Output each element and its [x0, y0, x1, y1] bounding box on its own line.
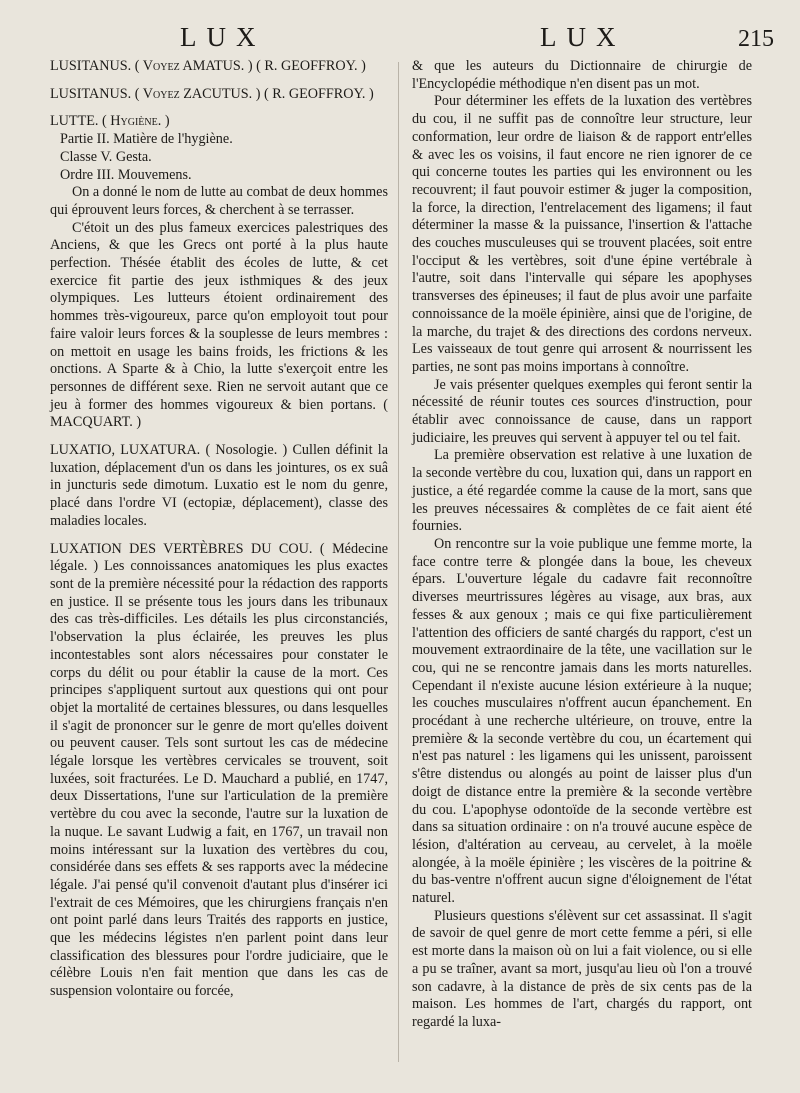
- entry-luxatio: LUXATIO, LUXATURA. ( Nosologie. ) Cullen définit la luxation, déplacement d'un os dans les jointures, os ex suâ in juncturis sede dimotum. Luxatio est le nom du genre, placé dans l'ordre VI (ectopiæ, déplacement), classe des maladies locales.: [50, 442, 388, 529]
- column-divider: [398, 62, 399, 1062]
- right-paragraph-1: Pour déterminer les effets de la luxation des vertèbres du cou, il ne suffit pas de connoître leur structure, leur conformation, leur ordre de liaison & de rapport entr'elles & avec les os voisins, il faut encore ne rien ignorer de ce qui concerne toutes les parties qui les environnent ou les recouvrent; il faut pouvoir estimer & juger la composition, la force, la direction, l'entrelacement des ligamens; il faut déterminer la masse & la puissance, l'insertion & l'attache des couches musculeuses qui se trouvent placées, soit entre l'occiput & les vertèbres, soit d'une épine vertébrale à l'autre, soit dans l'intervalle qui sépare les apophyses transverses des épineuses; il faut de plus avoir une parfaite connoissance de la moële épinière, ainsi que de l'origine, de la marche, du trajet & des directions des cordons nerveux. Les vaisseaux de tout genre qui arrosent & nourrissent les parties, ne sont pas moins importans à connoître.: [412, 93, 752, 375]
- entry-lutte-heading: LUTTE. ( Hygiène. ): [50, 113, 170, 130]
- right-paragraph-3: La première observation est relative à une luxation de la seconde vertèbre du cou, luxation qui, dans un rapport en justice, a été regardée comme la cause de la mort, sans que les preuves nécessaires & complètes de ce fait aient été fournies.: [412, 447, 752, 535]
- right-running-title: LUX: [540, 22, 626, 52]
- lutte-classe: Classe V. Gesta.: [60, 148, 152, 165]
- lutte-partie: Partie II. Matière de l'hygiène.: [60, 131, 233, 148]
- left-running-title: LUX: [180, 22, 266, 52]
- right-paragraph-4: On rencontre sur la voie publique une femme morte, la face contre terre & plongée dans la boue, les cheveux épars. L'ouverture légale du cadavre fait reconnoître diverses meurtrissures légères au visage, aux bras, aux fesses & aux genoux ; mais ce qui fixe particulièrement l'attention des officiers de santé chargés du rapport, c'est un mouvement extraordinaire de la tête, une vacillation sur le cou, qui ne se rencontre jamais dans les morts naturelles. Cependant il n'existe aucune lésion extérieure à la nuque; les couches musculaires n'offrent aucun épanchement. En procédant à une recherche ultérieure, on trouve, entre la première & la seconde vertèbre du cou, un écartement qui n'est pas naturel : les ligamens qui les unissent, paroissent s'être distendus ou alongés au point de laisser plus d'un doigt de distance entre la première & la seconde vertèbre du cou. L'apophyse odontoïde de la seconde vertèbre est dans sa situation ordinaire : on n'a trouvé aucune espèce de lésion, d'altération au cerveau, au cervelet, à la moële alongée, à la moële épinière ; les viscères de la poitrine & du bas-ventre n'offrent aucun signe d'éloignement de l'état naturel.: [412, 535, 752, 907]
- lutte-ordre: Ordre III. Mouvemens.: [60, 166, 192, 183]
- running-header: [0, 22, 800, 56]
- entry-lusitanus-amatus: LUSITANUS. ( Voyez AMATUS. ) ( R. GEOFFROY. ): [50, 58, 366, 74]
- right-paragraph-5: Plusieurs questions s'élèvent sur cet assassinat. Il s'agit de savoir de quel genre de mort cette femme a péri, si elle est morte dans la maison où on lui a fait violence, ou si elle a pu se traîner, avant sa mort, jusqu'au lieu où l'on a trouvé son cadavre, à la distance de près de six cents pas de la maison. Les hommes de l'art, chargés du rapport, ont regardé la luxa-: [412, 907, 752, 1030]
- right-column: [412, 58, 752, 1032]
- lutte-paragraph-1: On a donné le nom de lutte au combat de deux hommes qui éprouvent leurs forces, & cherchent à se terrasser.: [50, 184, 388, 218]
- left-column: [50, 58, 388, 1001]
- entry-luxation-vertebres: LUXATION DES VERTÈBRES DU COU. ( Médecine légale. ) Les connoissances anatomiques les plus exactes sont de la première nécessité pour la rédaction des rapports en justice. Il se présente tous les jours dans les tribunaux des cas très-difficiles. Les détails les plus circonstanciés, l'observation la plus éclairée, les preuves les plus incontestables sont alors nécessaires pour constater le corps du délit ou pour établir la cause de la mort. Ces principes s'appliquent surtout aux questions qui ont pour objet la mortalité de certaines blessures, ou dans lesquelles il s'agit de prononcer sur le genre de mort qu'elles doivent ou peuvent causer. Tels sont surtout les cas de médecine légale lorsque les vertèbres cervicales se trouvent, soit luxées, soit fracturées. Le D. Mauchard a publié, en 1747, deux Dissertations, l'une sur l'articulation de la première vertèbre du cou avec la seconde, l'autre sur la luxation de la nuque. Le savant Ludwig a fait, en 1767, un travail non moins intéressant sur la luxation des vertèbres du cou, considérée dans ses effets & ses rapports avec la médecine légale. J'ai pensé qu'il convenoit d'autant plus d'insérer ici l'extrait de ces Mémoires, que les chirurgiens français n'en ont point parlé dans leurs Traités des rapports en justice, que les médecins légistes n'en parlent point dans leur classification des blessures pour l'ordre judiciaire, que le célèbre Louis n'en fait mention que dans les cas de suspension volontaire ou forcée,: [50, 540, 388, 1000]
- continuation-paragraph: & que les auteurs du Dictionnaire de chirurgie de l'Encyclopédie méthodique n'en disent pas un mot.: [412, 58, 752, 92]
- page-number: 215: [738, 26, 774, 52]
- right-paragraph-2: Je vais présenter quelques exemples qui feront sentir la nécessité de réunir toutes ces sources d'instruction, pour établir avec connoissance de cause, dans un rapport judiciaire, les preuves qui servent à appuyer tel ou tel fait.: [412, 376, 752, 446]
- lutte-paragraph-2: C'étoit un des plus fameux exercices palestriques des Anciens, & que les Grecs ont porté à la plus haute perfection. Thésée établit des écoles de lutte, & cet exercice fit partie des jeux isthmiques & des jeux olympiques. Les lutteurs étoient ordinairement des hommes très-vigoureux, parce qu'on employoit tout pour faire valoir leurs forces & la souplesse de leurs membres : on mettoit en usage les bains froids, les frictions & les onctions. A Sparte & à Chio, la lutte s'exerçoit entre les personnes de différent sexe. Rien ne servoit autant que ce jeu à former des hommes vigoureux & bien portans. ( MACQUART. ): [50, 219, 388, 431]
- entry-lusitanus-zacutus: LUSITANUS. ( Voyez ZACUTUS. ) ( R. GEOFFROY. ): [50, 85, 374, 102]
